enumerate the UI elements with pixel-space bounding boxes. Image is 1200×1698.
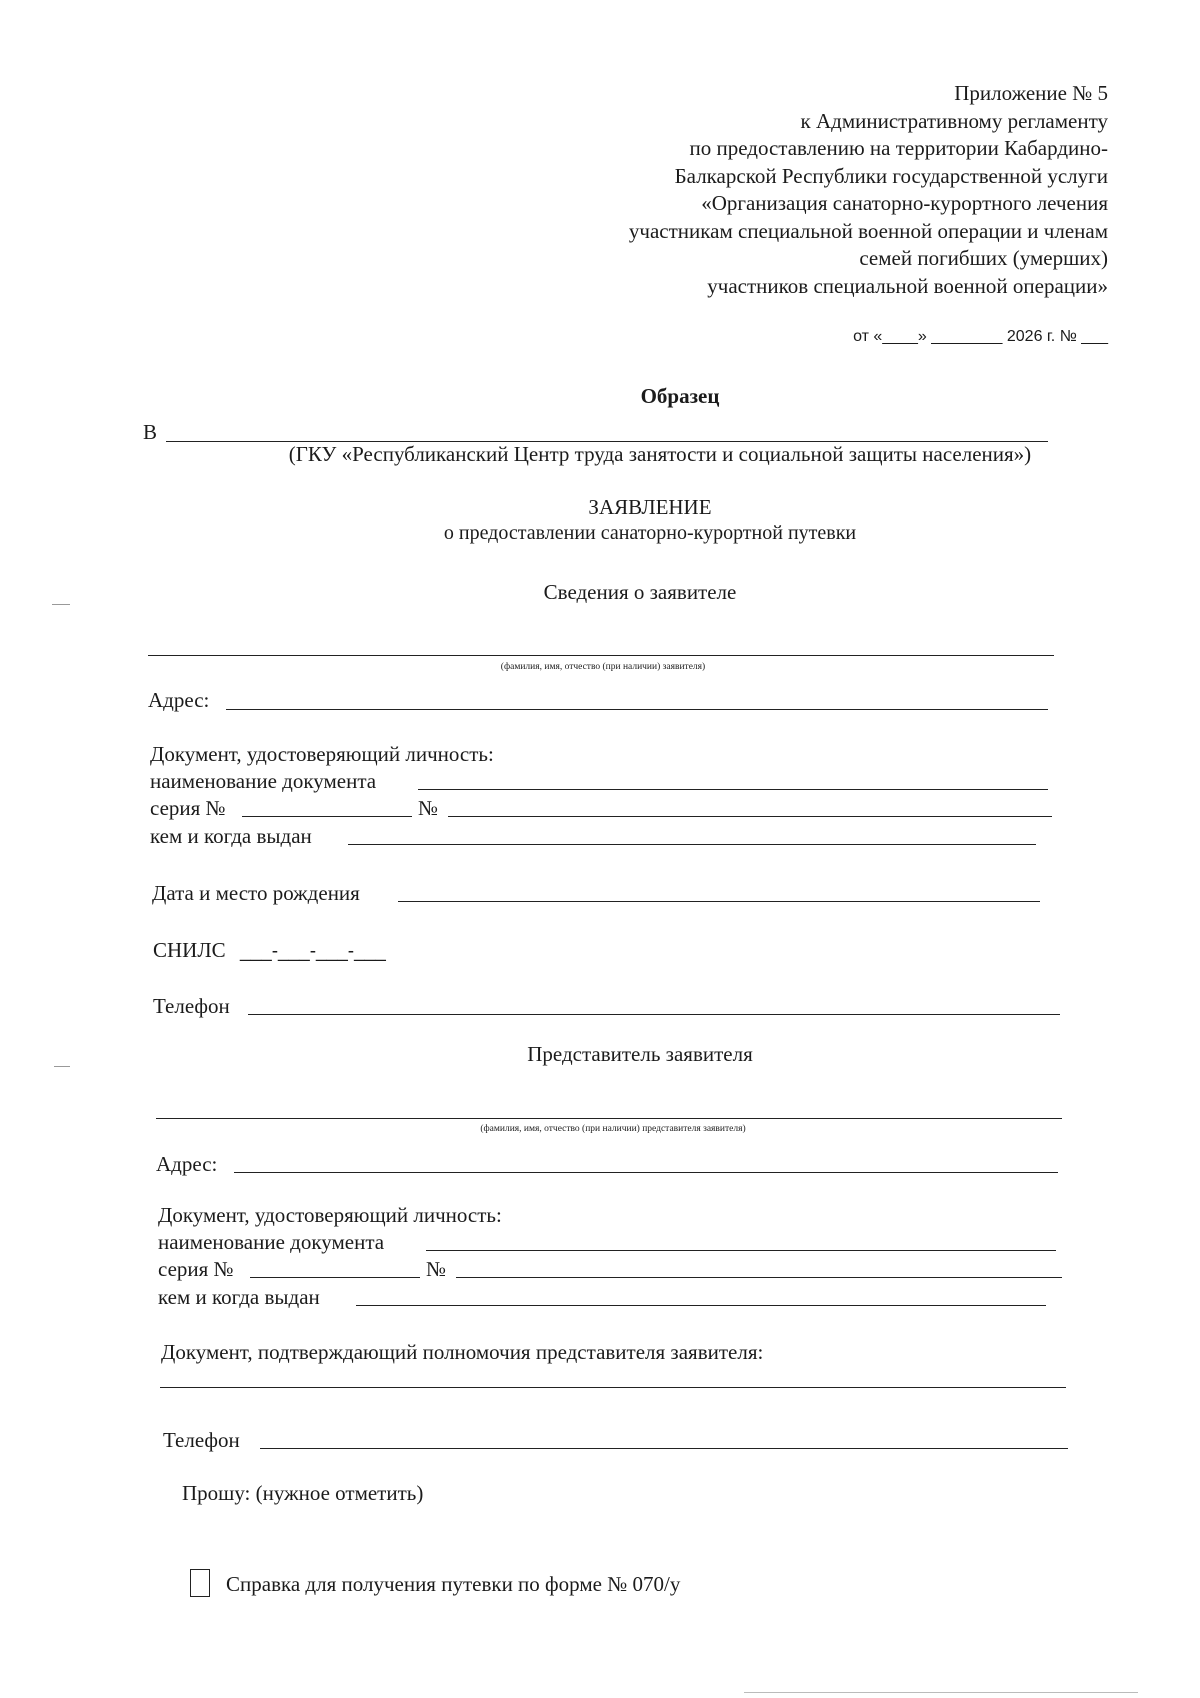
sample-label: Образец [640, 384, 720, 408]
applicant-birth-field[interactable] [398, 901, 1040, 902]
scan-mark [54, 1066, 70, 1067]
representative-name-field[interactable] [156, 1118, 1062, 1119]
scan-edge-line [744, 1692, 1138, 1693]
representative-number-field[interactable] [456, 1277, 1062, 1278]
header-line: семей погибших (умерших) [859, 246, 1108, 270]
header-line: к Административному регламенту [800, 108, 1108, 133]
applicant-number-field[interactable] [448, 816, 1052, 817]
header-line: Приложение № 5 [954, 81, 1108, 105]
header-line: «Организация санаторно-курортного лечения [701, 191, 1108, 215]
representative-series-label: серия № [158, 1257, 234, 1281]
representative-phone-label: Телефон [163, 1428, 240, 1452]
applicant-doc-name-label: наименование документа [150, 769, 377, 793]
representative-authority-field[interactable] [160, 1387, 1066, 1388]
applicant-name-field[interactable] [148, 655, 1054, 656]
header-line: участникам специальной военной операции и членам [628, 218, 1108, 243]
applicant-series-label: серия № [150, 796, 226, 820]
recipient-caption: (ГКУ «Республиканский Центр труда занятости и социальной защиты населения») [288, 442, 1032, 466]
applicant-address-label: Адрес: [148, 688, 210, 712]
representative-series-field[interactable] [250, 1277, 420, 1278]
option-checkbox[interactable] [190, 1569, 210, 1597]
applicant-address-field[interactable] [226, 709, 1048, 710]
representative-number-label: № [426, 1257, 447, 1281]
representative-issued-label: кем и когда выдан [158, 1285, 320, 1309]
applicant-snils-field[interactable]: ___-___-___-___ [240, 941, 386, 962]
applicant-section-title: Сведения о заявителе [543, 580, 737, 604]
header-line: Балкарской Республики государственной услуги [674, 163, 1108, 188]
representative-authority-label: Документ, подтверждающий полномочия представителя заявителя: [161, 1340, 764, 1364]
representative-id-doc-label: Документ, удостоверяющий личность: [158, 1203, 502, 1227]
request-label: Прошу: (нужное отметить) [182, 1481, 424, 1505]
header-line: по предоставлению на территории Кабардино- [689, 136, 1108, 160]
representative-address-label: Адрес: [156, 1152, 218, 1176]
applicant-id-doc-label: Документ, удостоверяющий личность: [150, 742, 494, 766]
date-number-line: от «____» ________ 2026 г. № ___ [853, 328, 1108, 345]
option-label: Справка для получения путевки по форме № 070/у [226, 1572, 681, 1596]
applicant-birth-label: Дата и место рождения [152, 881, 360, 905]
applicant-name-caption: (фамилия, имя, отчество (при наличии) заявителя) [500, 662, 706, 672]
representative-doc-name-label: наименование документа [158, 1230, 385, 1254]
to-prefix: В [143, 420, 158, 444]
representative-section-title: Представитель заявителя [527, 1042, 753, 1066]
representative-issued-field[interactable] [356, 1305, 1046, 1306]
representative-phone-field[interactable] [260, 1448, 1068, 1449]
applicant-series-field[interactable] [242, 816, 412, 817]
header-line: участников специальной военной операции» [707, 273, 1108, 298]
applicant-phone-field[interactable] [248, 1014, 1060, 1015]
applicant-issued-label: кем и когда выдан [150, 824, 312, 848]
document-title: ЗАЯВЛЕНИЕ [588, 495, 712, 519]
applicant-phone-label: Телефон [153, 994, 230, 1018]
applicant-issued-field[interactable] [348, 844, 1036, 845]
header-block [520, 80, 1108, 300]
representative-name-caption: (фамилия, имя, отчество (при наличии) представителя заявителя) [480, 1124, 746, 1134]
representative-address-field[interactable] [234, 1172, 1058, 1173]
scan-mark [52, 604, 70, 605]
applicant-doc-name-field[interactable] [418, 789, 1048, 790]
representative-doc-name-field[interactable] [426, 1250, 1056, 1251]
applicant-snils-label: СНИЛС [153, 938, 226, 962]
document-subtitle: о предоставлении санаторно-курортной путевки [443, 522, 857, 544]
applicant-number-label: № [418, 796, 439, 820]
